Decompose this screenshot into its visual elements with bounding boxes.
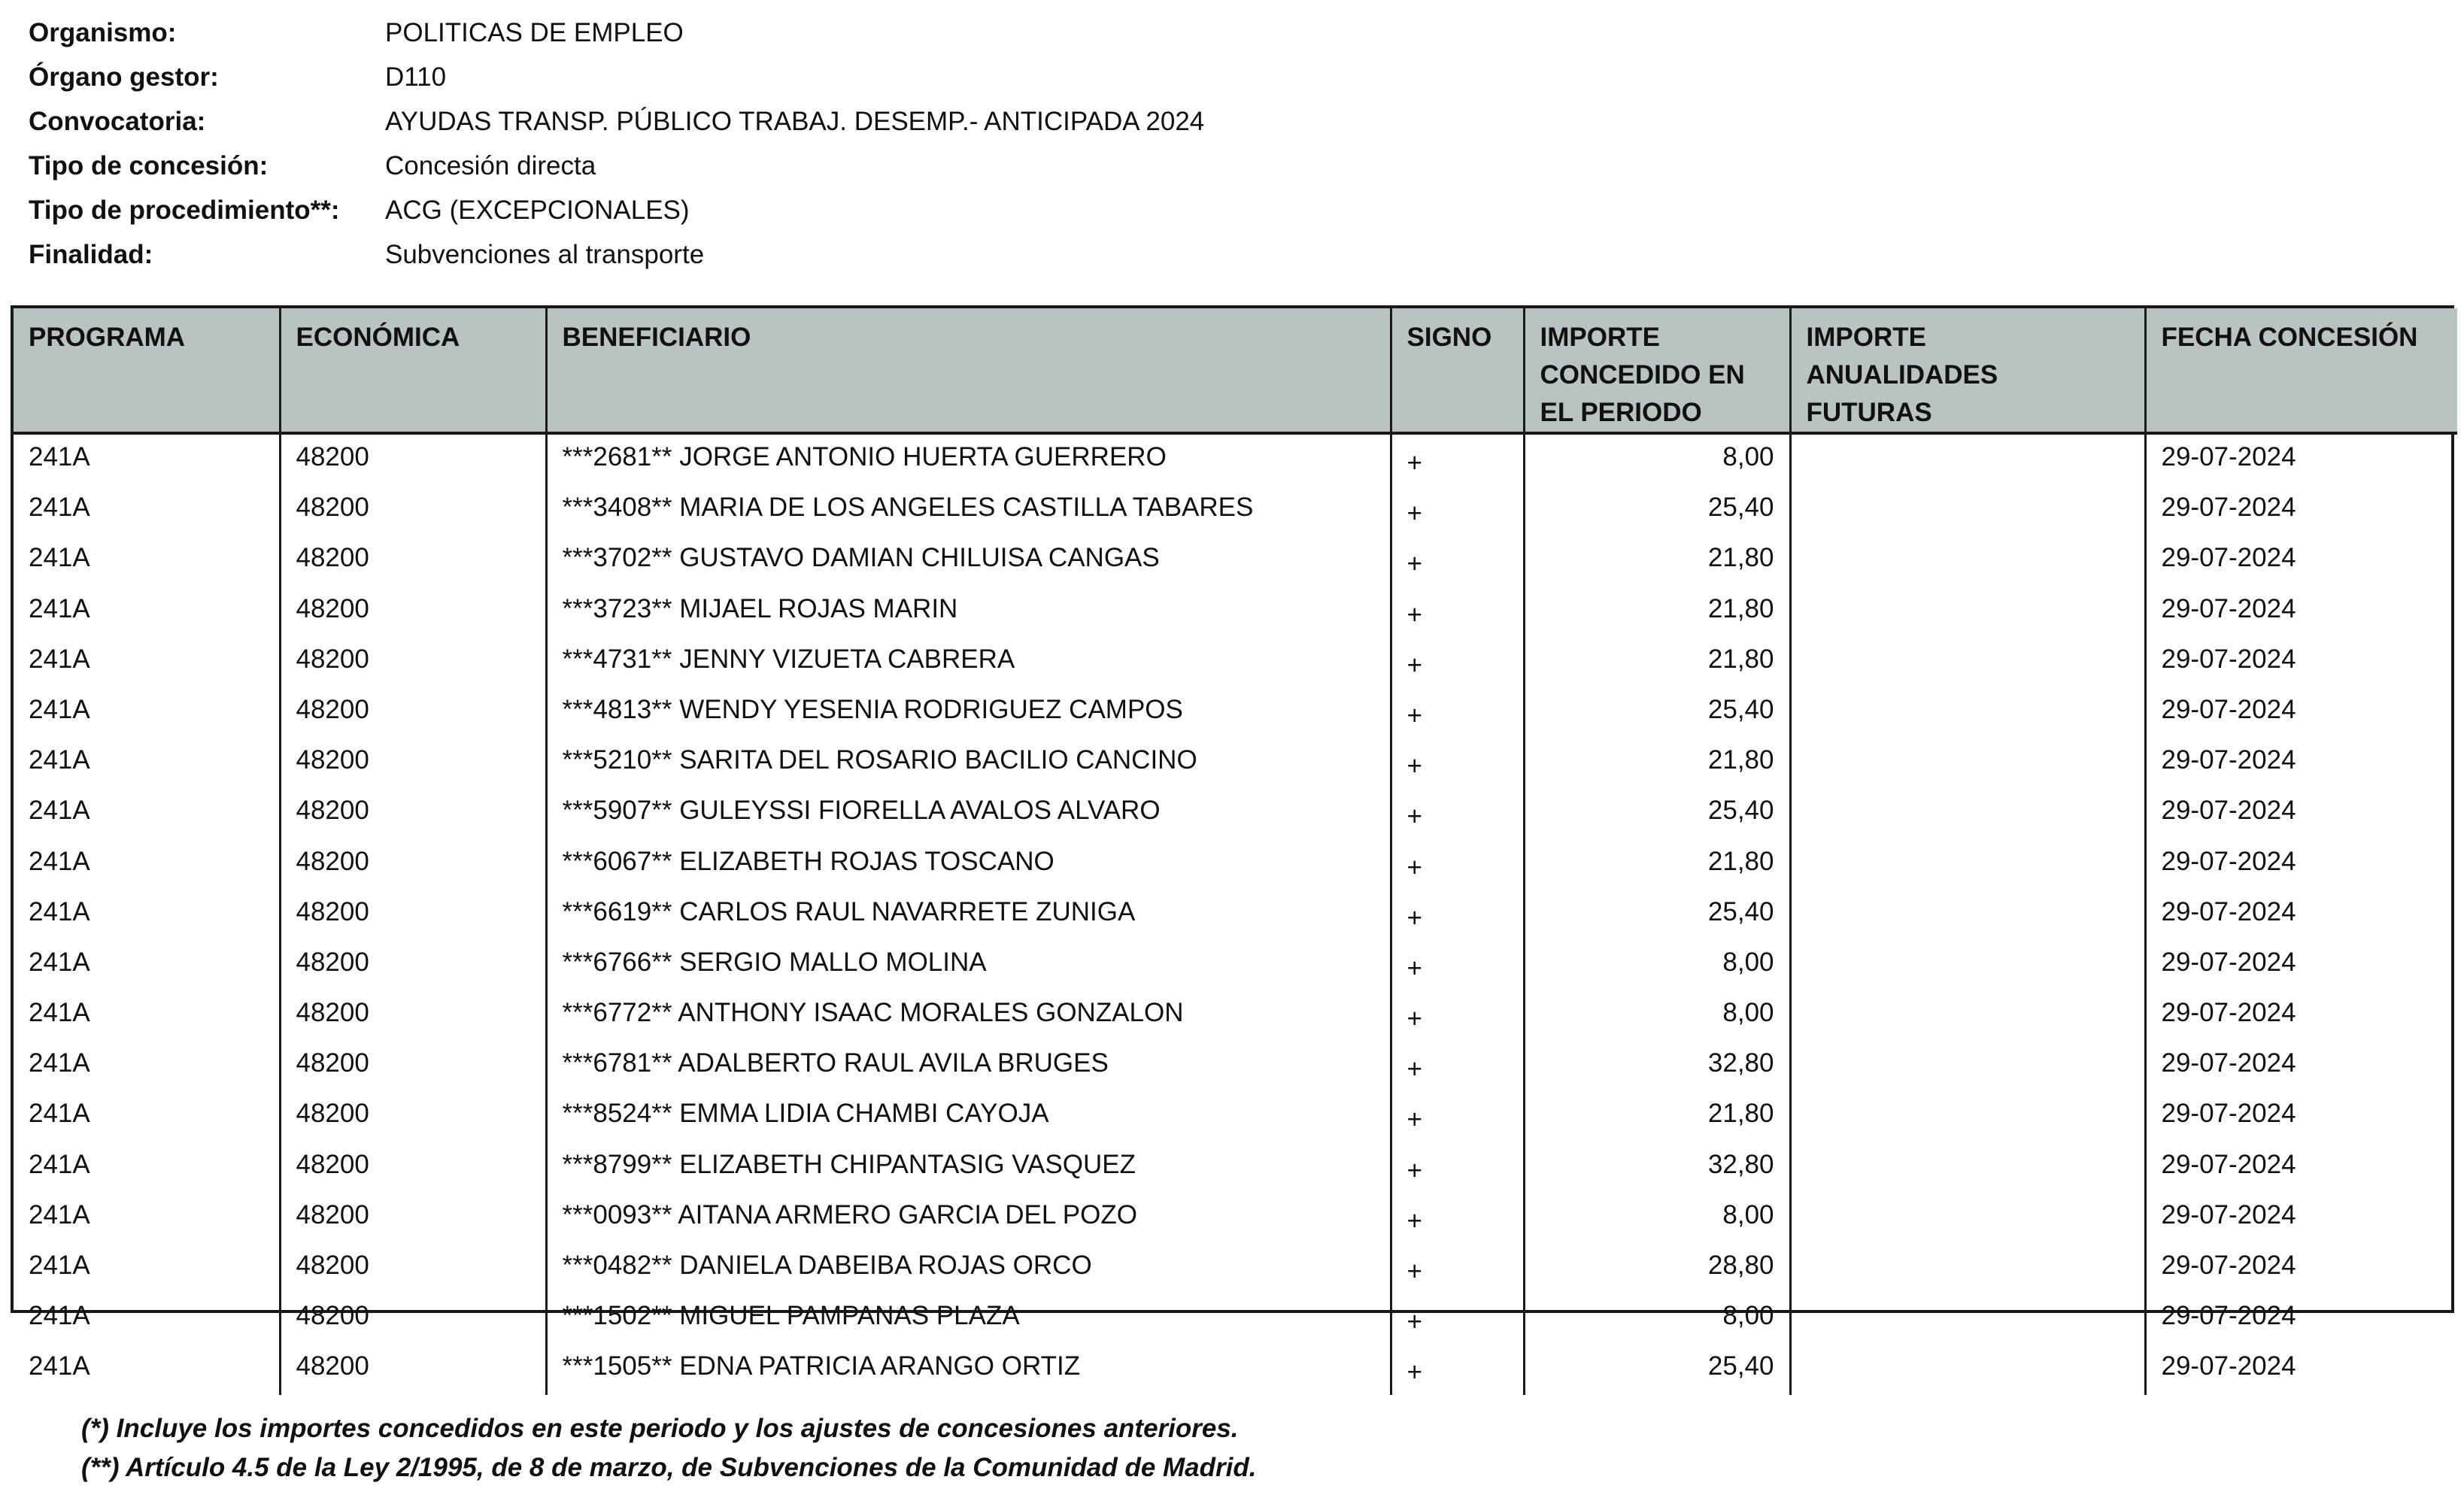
meta-row-organismo xyxy=(29,11,1204,55)
cell-fecha-concesion: 29-07-2024 xyxy=(2161,796,2296,826)
cell-importe-anualidades xyxy=(1790,637,2145,687)
cell-economica: 48200 xyxy=(280,1344,546,1394)
cell-importe-anualidades xyxy=(1790,535,2145,586)
header-importe-concedido xyxy=(1524,308,1790,433)
cell-importe-anualidades xyxy=(1790,738,2145,788)
cell-fecha-concesion: 29-07-2024 xyxy=(2161,1048,2296,1078)
cell-fecha-concesion: 29-07-2024 xyxy=(2161,644,2296,674)
table-row xyxy=(14,433,2457,485)
cell-programa: 241A xyxy=(14,839,280,890)
table-row xyxy=(14,738,2457,788)
cell-fecha-concesion: 29-07-2024 xyxy=(2161,493,2296,523)
cell-signo: + xyxy=(1391,637,1524,687)
cell-beneficiario: ***0482** DANIELA DABEIBA ROJAS ORCO xyxy=(546,1243,1391,1293)
cell-beneficiario: ***8799** ELIZABETH CHIPANTASIG VASQUEZ xyxy=(546,1142,1391,1193)
cell-economica: 48200 xyxy=(280,1091,546,1142)
cell-fecha-concesion: 29-07-2024 xyxy=(2161,442,2296,472)
cell-signo: + xyxy=(1391,1193,1524,1243)
table-row xyxy=(14,839,2457,890)
meta-value: AYUDAS TRANSP. PÚBLICO TRABAJ. DESEMP.- ANTICIPADA 2024 xyxy=(385,106,1205,136)
cell-signo: + xyxy=(1391,940,1524,990)
cell-beneficiario: ***3408** MARIA DE LOS ANGELES CASTILLA TABARES xyxy=(546,485,1391,535)
footnote: (*) Incluye los importes concedidos en este periodo y los ajustes de concesiones anteriores. xyxy=(81,1414,1239,1443)
cell-importe-concedido: 21,80 xyxy=(1524,738,1790,788)
cell-programa: 241A xyxy=(14,1344,280,1394)
footnotes xyxy=(81,1409,1256,1487)
cell-beneficiario: ***6772** ANTHONY ISAAC MORALES GONZALON xyxy=(546,990,1391,1041)
cell-fecha-concesion: 29-07-2024 xyxy=(2161,1251,2296,1280)
cell-beneficiario: ***6766** SERGIO MALLO MOLINA xyxy=(546,940,1391,990)
cell-programa: 241A xyxy=(14,587,280,637)
meta-label: Finalidad: xyxy=(29,239,153,269)
table-row xyxy=(14,990,2457,1041)
meta-value: ACG (EXCEPCIONALES) xyxy=(385,195,690,225)
cell-economica: 48200 xyxy=(280,587,546,637)
cell-economica: 48200 xyxy=(280,433,546,485)
cell-economica: 48200 xyxy=(280,637,546,687)
cell-signo: + xyxy=(1391,433,1524,485)
cell-importe-anualidades xyxy=(1790,1091,2145,1142)
cell-beneficiario: ***6067** ELIZABETH ROJAS TOSCANO xyxy=(546,839,1391,890)
cell-fecha-concesion: 29-07-2024 xyxy=(2161,543,2296,573)
cell-importe-concedido: 25,40 xyxy=(1524,687,1790,738)
table-header-row xyxy=(14,308,2457,433)
cell-importe-concedido: 8,00 xyxy=(1524,1293,1790,1344)
cell-importe-anualidades xyxy=(1790,1344,2145,1394)
cell-programa: 241A xyxy=(14,940,280,990)
cell-importe-concedido: 25,40 xyxy=(1524,485,1790,535)
table-row xyxy=(14,1193,2457,1243)
cell-importe-concedido: 8,00 xyxy=(1524,940,1790,990)
meta-label: Tipo de procedimiento**: xyxy=(29,195,340,225)
cell-signo: + xyxy=(1391,1142,1524,1193)
cell-signo: + xyxy=(1391,788,1524,838)
table-row xyxy=(14,1142,2457,1193)
cell-economica: 48200 xyxy=(280,687,546,738)
cell-signo: + xyxy=(1391,1041,1524,1091)
cell-importe-concedido: 8,00 xyxy=(1524,1193,1790,1243)
cell-economica: 48200 xyxy=(280,535,546,586)
document-header xyxy=(29,11,1204,277)
grants-table xyxy=(11,305,2454,1387)
cell-importe-anualidades xyxy=(1790,1293,2145,1344)
table-row xyxy=(14,687,2457,738)
meta-label: Tipo de concesión: xyxy=(29,150,269,180)
cell-importe-concedido: 25,40 xyxy=(1524,788,1790,838)
cell-importe-anualidades xyxy=(1790,687,2145,738)
header-fecha-concesion: FECHA CONCESIÓN xyxy=(2145,308,2457,433)
cell-fecha-concesion: 29-07-2024 xyxy=(2161,998,2296,1028)
cell-programa: 241A xyxy=(14,485,280,535)
table-body xyxy=(14,433,2457,1395)
cell-programa: 241A xyxy=(14,1041,280,1091)
cell-economica: 48200 xyxy=(280,1243,546,1293)
cell-fecha-concesion: 29-07-2024 xyxy=(2161,1351,2296,1381)
cell-importe-concedido: 25,40 xyxy=(1524,890,1790,940)
cell-signo: + xyxy=(1391,1344,1524,1394)
cell-beneficiario: ***3702** GUSTAVO DAMIAN CHILUISA CANGAS xyxy=(546,535,1391,586)
cell-signo: + xyxy=(1391,485,1524,535)
cell-beneficiario: ***4731** JENNY VIZUETA CABRERA xyxy=(546,637,1391,687)
header-signo: SIGNO xyxy=(1391,308,1524,433)
cell-importe-concedido: 25,40 xyxy=(1524,1344,1790,1394)
cell-importe-concedido: 32,80 xyxy=(1524,1041,1790,1091)
meta-row-organo-gestor xyxy=(29,55,1204,99)
cell-economica: 48200 xyxy=(280,940,546,990)
table-row xyxy=(14,940,2457,990)
cell-beneficiario: ***6781** ADALBERTO RAUL AVILA BRUGES xyxy=(546,1041,1391,1091)
cell-economica: 48200 xyxy=(280,839,546,890)
cell-fecha-concesion: 29-07-2024 xyxy=(2161,1301,2296,1331)
cell-signo: + xyxy=(1391,587,1524,637)
cell-fecha-concesion: 29-07-2024 xyxy=(2161,1199,2296,1230)
footnote: (**) Artículo 4.5 de la Ley 2/1995, de 8 de marzo, de Subvenciones de la Comunidad de Madrid. xyxy=(81,1453,1257,1482)
table-row xyxy=(14,485,2457,535)
cell-signo: + xyxy=(1391,1091,1524,1142)
meta-value: D110 xyxy=(385,62,447,92)
cell-programa: 241A xyxy=(14,687,280,738)
cell-economica: 48200 xyxy=(280,890,546,940)
cell-beneficiario: ***3723** MIJAEL ROJAS MARIN xyxy=(546,587,1391,637)
cell-importe-anualidades xyxy=(1790,839,2145,890)
table-row xyxy=(14,1091,2457,1142)
table-row xyxy=(14,1293,2457,1344)
cell-programa: 241A xyxy=(14,1243,280,1293)
table-row xyxy=(14,637,2457,687)
cell-economica: 48200 xyxy=(280,1193,546,1243)
cell-programa: 241A xyxy=(14,433,280,485)
cell-beneficiario: ***4813** WENDY YESENIA RODRIGUEZ CAMPOS xyxy=(546,687,1391,738)
cell-programa: 241A xyxy=(14,1142,280,1193)
header-anualidades-line: ANUALIDADES xyxy=(1806,360,1998,390)
cell-programa: 241A xyxy=(14,1091,280,1142)
meta-row-tipo-concesion xyxy=(29,144,1204,188)
table-row xyxy=(14,788,2457,838)
meta-value: Subvenciones al transporte xyxy=(385,239,705,269)
cell-programa: 241A xyxy=(14,738,280,788)
meta-row-tipo-procedimiento xyxy=(29,188,1204,232)
header-economica: ECONÓMICA xyxy=(280,308,546,433)
cell-importe-anualidades xyxy=(1790,1193,2145,1243)
cell-importe-concedido: 21,80 xyxy=(1524,587,1790,637)
cell-economica: 48200 xyxy=(280,788,546,838)
cell-programa: 241A xyxy=(14,788,280,838)
cell-signo: + xyxy=(1391,687,1524,738)
table-row xyxy=(14,1243,2457,1293)
cell-fecha-concesion: 29-07-2024 xyxy=(2161,846,2296,876)
cell-signo: + xyxy=(1391,535,1524,586)
meta-row-convocatoria xyxy=(29,99,1204,144)
cell-fecha-concesion: 29-07-2024 xyxy=(2161,1149,2296,1179)
cell-importe-anualidades xyxy=(1790,1243,2145,1293)
cell-programa: 241A xyxy=(14,890,280,940)
meta-label: Convocatoria: xyxy=(29,106,206,136)
cell-fecha-concesion: 29-07-2024 xyxy=(2161,694,2296,724)
cell-signo: + xyxy=(1391,1293,1524,1344)
header-beneficiario: BENEFICIARIO xyxy=(546,308,1391,433)
cell-importe-concedido: 21,80 xyxy=(1524,535,1790,586)
meta-value: Concesión directa xyxy=(385,150,596,180)
cell-importe-concedido: 8,00 xyxy=(1524,433,1790,485)
cell-economica: 48200 xyxy=(280,1142,546,1193)
meta-value: POLITICAS DE EMPLEO xyxy=(385,17,684,47)
cell-programa: 241A xyxy=(14,1293,280,1344)
cell-importe-anualidades xyxy=(1790,788,2145,838)
meta-row-finalidad xyxy=(29,232,1204,277)
cell-importe-concedido: 8,00 xyxy=(1524,990,1790,1041)
table-row xyxy=(14,535,2457,586)
header-importe-line: CONCEDIDO EN xyxy=(1540,360,1745,390)
cell-signo: + xyxy=(1391,990,1524,1041)
cell-importe-concedido: 32,80 xyxy=(1524,1142,1790,1193)
cell-economica: 48200 xyxy=(280,738,546,788)
cell-importe-concedido: 21,80 xyxy=(1524,1091,1790,1142)
cell-economica: 48200 xyxy=(280,1041,546,1091)
cell-signo: + xyxy=(1391,890,1524,940)
cell-economica: 48200 xyxy=(280,990,546,1041)
cell-signo: + xyxy=(1391,839,1524,890)
table-row xyxy=(14,587,2457,637)
cell-fecha-concesion: 29-07-2024 xyxy=(2161,593,2296,623)
meta-label: Órgano gestor: xyxy=(29,62,219,92)
table-row xyxy=(14,890,2457,940)
cell-importe-anualidades xyxy=(1790,940,2145,990)
cell-importe-anualidades xyxy=(1790,1142,2145,1193)
cell-importe-anualidades xyxy=(1790,587,2145,637)
cell-programa: 241A xyxy=(14,637,280,687)
meta-label: Organismo: xyxy=(29,17,177,47)
cell-beneficiario: ***1502** MIGUEL PAMPANAS PLAZA xyxy=(546,1293,1391,1344)
cell-programa: 241A xyxy=(14,1193,280,1243)
table-row xyxy=(14,1344,2457,1394)
cell-economica: 48200 xyxy=(280,1293,546,1344)
cell-beneficiario: ***8524** EMMA LIDIA CHAMBI CAYOJA xyxy=(546,1091,1391,1142)
cell-beneficiario: ***2681** JORGE ANTONIO HUERTA GUERRERO xyxy=(546,433,1391,485)
cell-beneficiario: ***5907** GULEYSSI FIORELLA AVALOS ALVARO xyxy=(546,788,1391,838)
cell-importe-anualidades xyxy=(1790,1041,2145,1091)
header-anualidades-line: FUTURAS xyxy=(1806,398,1932,427)
cell-fecha-concesion: 29-07-2024 xyxy=(2161,947,2296,977)
cell-signo: + xyxy=(1391,738,1524,788)
cell-importe-anualidades xyxy=(1790,485,2145,535)
cell-beneficiario: ***6619** CARLOS RAUL NAVARRETE ZUNIGA xyxy=(546,890,1391,940)
cell-economica: 48200 xyxy=(280,485,546,535)
header-programa: PROGRAMA xyxy=(14,308,280,433)
cell-importe-anualidades xyxy=(1790,890,2145,940)
header-importe-line: IMPORTE xyxy=(1540,323,1660,352)
cell-beneficiario: ***0093** AITANA ARMERO GARCIA DEL POZO xyxy=(546,1193,1391,1243)
cell-programa: 241A xyxy=(14,990,280,1041)
cell-importe-anualidades xyxy=(1790,990,2145,1041)
cell-beneficiario: ***5210** SARITA DEL ROSARIO BACILIO CANCINO xyxy=(546,738,1391,788)
cell-importe-concedido: 28,80 xyxy=(1524,1243,1790,1293)
header-importe-line: EL PERIODO xyxy=(1540,398,1702,427)
table-row xyxy=(14,1041,2457,1091)
cell-importe-concedido: 21,80 xyxy=(1524,637,1790,687)
header-importe-anualidades xyxy=(1790,308,2145,433)
cell-programa: 241A xyxy=(14,535,280,586)
cell-signo: + xyxy=(1391,1243,1524,1293)
cell-fecha-concesion: 29-07-2024 xyxy=(2161,1099,2296,1129)
cell-beneficiario: ***1505** EDNA PATRICIA ARANGO ORTIZ xyxy=(546,1344,1391,1394)
cell-importe-anualidades xyxy=(1790,433,2145,485)
cell-fecha-concesion: 29-07-2024 xyxy=(2161,896,2296,926)
cell-fecha-concesion: 29-07-2024 xyxy=(2161,745,2296,775)
cell-importe-concedido: 21,80 xyxy=(1524,839,1790,890)
header-anualidades-line: IMPORTE xyxy=(1806,323,1926,352)
